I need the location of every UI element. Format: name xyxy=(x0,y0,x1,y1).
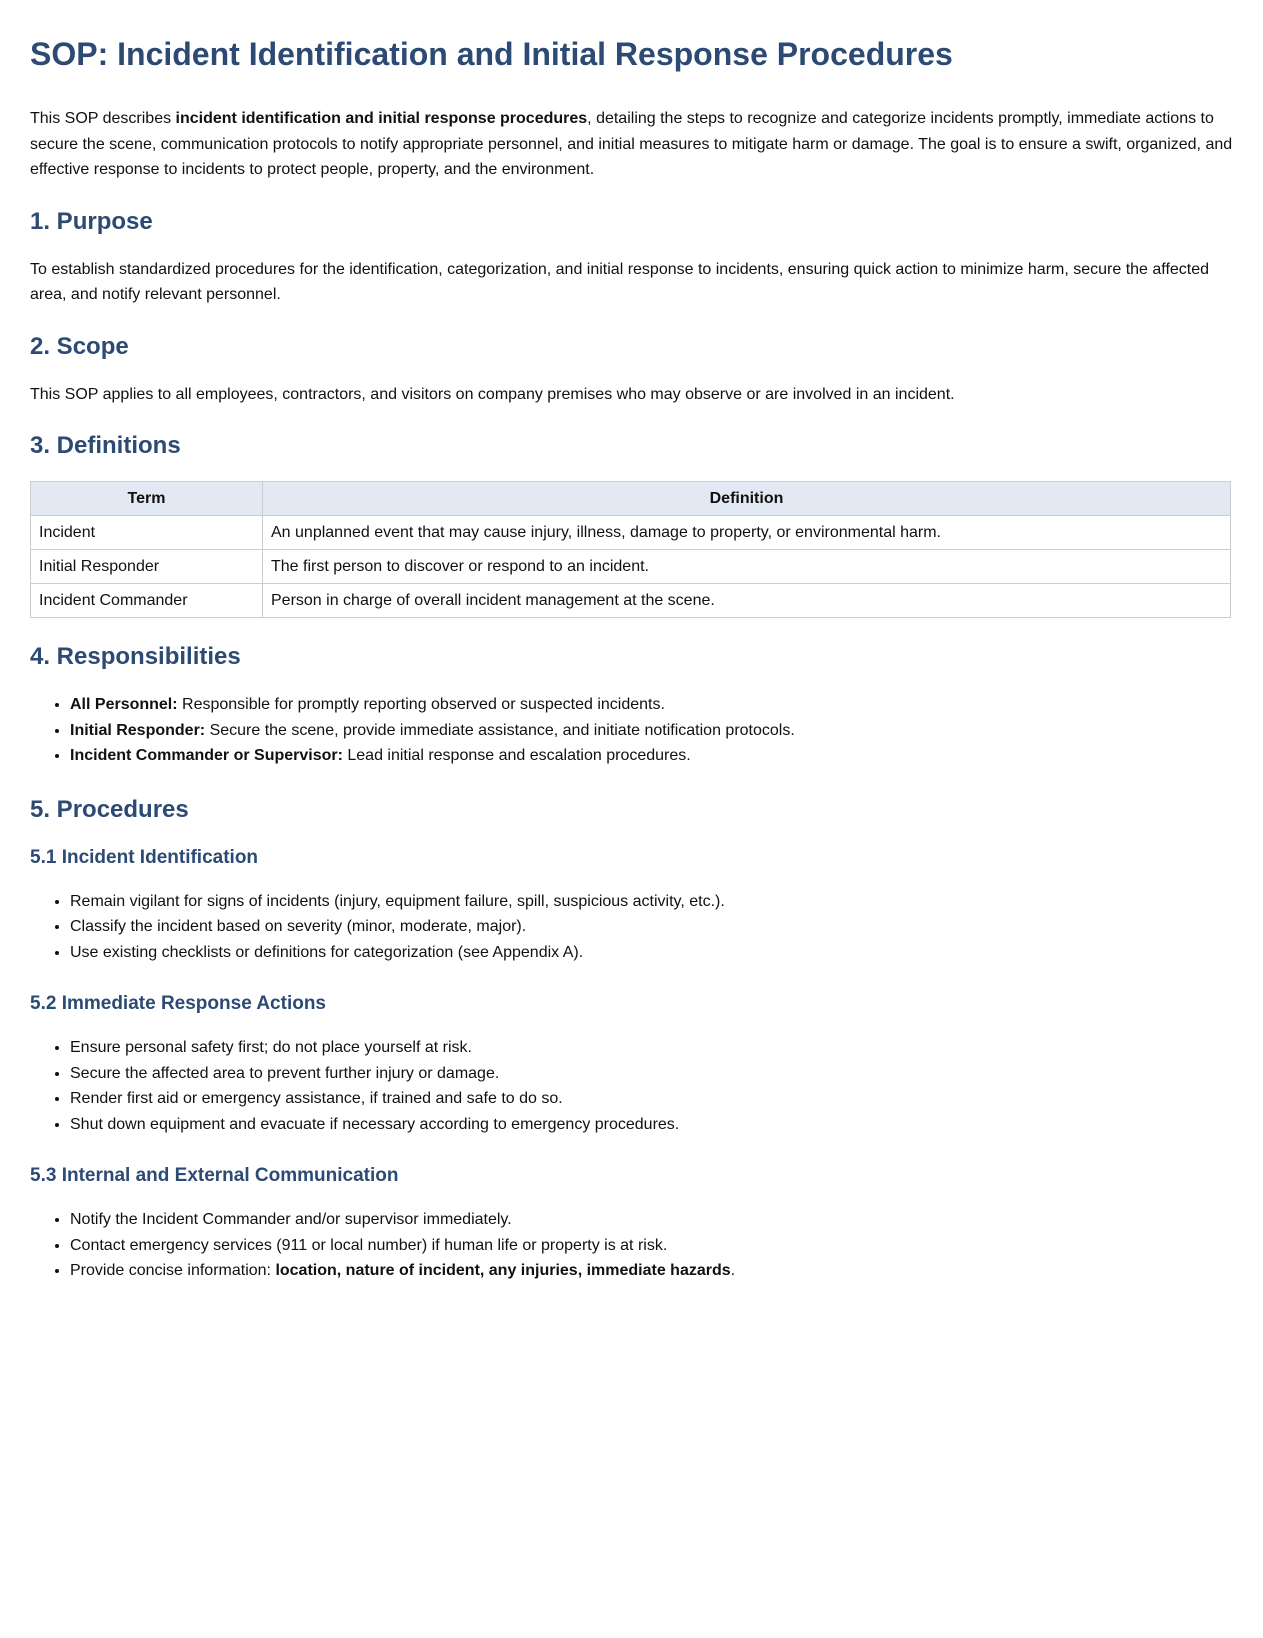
scope-text: This SOP applies to all employees, contractors, and visitors on company premises who may observe or are involved in an incident. xyxy=(30,385,955,403)
definition-cell: The first person to discover or respond to an incident. xyxy=(263,550,1231,584)
list-item xyxy=(70,743,1233,769)
role-text: Lead initial response and escalation procedures. xyxy=(342,747,691,764)
table-row xyxy=(31,516,1231,550)
list-item xyxy=(70,692,1233,718)
intro-bold: incident identification and initial response procedures xyxy=(175,110,588,127)
role-label: Initial Responder: xyxy=(70,721,206,739)
purpose-text: To establish standardized procedures for the identification, categorization, and initial response to incidents, ensuring quick action to minimize harm, secure the affected area, and notify relevant personnel. xyxy=(30,260,1210,303)
list-item: • Render first aid or emergency assistance, if trained and safe to do so. xyxy=(70,1086,1233,1112)
list-item: • Contact emergency services (911 or local number) if human life or property is at risk. xyxy=(70,1233,1233,1259)
identification-heading: 5.1 Incident Identification xyxy=(30,846,259,868)
definitions-heading: 3. Definitions xyxy=(30,432,181,459)
communication-list xyxy=(30,1207,1233,1284)
list-item xyxy=(70,1258,1233,1284)
info-prefix: Provide concise information: xyxy=(70,1262,276,1279)
page-title: SOP: Incident Identification and Initial Response Procedures xyxy=(30,36,953,72)
term-cell: Initial Responder xyxy=(31,550,263,584)
role-text: Responsible for promptly reporting observed or suspected incidents. xyxy=(177,696,665,713)
scope-heading: 2. Scope xyxy=(30,332,129,360)
immediate-response-list xyxy=(30,1035,1233,1137)
intro-paragraph xyxy=(30,106,1233,183)
responsibilities-list xyxy=(30,692,1233,769)
list-item: • Secure the affected area to prevent further injury or damage. xyxy=(70,1061,1233,1087)
list-item: • Classify the incident based on severity (minor, moderate, major). xyxy=(70,914,1233,940)
list-item: • Shut down equipment and evacuate if necessary according to emergency procedures. xyxy=(70,1112,1233,1138)
list-item xyxy=(70,718,1233,744)
definitions-table xyxy=(30,481,1231,618)
intro-suffix: , detailing the steps to recognize and categorize incidents promptly, immediate actions to secure the scene, communication protocols to notify appropriate personnel, and initial measures to mitigate harm or damage. The goal is to ensure a swift, organized, and effective response to incidents to protect people, property, and the environment. xyxy=(30,110,1233,178)
term-cell: Incident xyxy=(31,516,263,550)
identification-list xyxy=(30,889,1233,966)
definition-cell: An unplanned event that may cause injury, illness, damage to property, or environmental harm. xyxy=(263,516,1231,550)
responsibilities-heading: 4. Responsibilities xyxy=(30,643,241,670)
immediate-response-heading: 5.2 Immediate Response Actions xyxy=(30,993,327,1014)
purpose-heading: 1. Purpose xyxy=(30,207,153,235)
info-bold: location, nature of incident, any injuries, immediate hazards xyxy=(275,1262,731,1279)
list-item: • Use existing checklists or definitions for categorization (see Appendix A). xyxy=(70,940,1233,966)
definition-cell: Person in charge of overall incident management at the scene. xyxy=(263,584,1231,618)
table-header-row xyxy=(31,482,1231,516)
list-item: • Notify the Incident Commander and/or supervisor immediately. xyxy=(70,1207,1233,1233)
role-text: Secure the scene, provide immediate assistance, and initiate notification protocols. xyxy=(205,721,795,739)
procedures-heading: 5. Procedures xyxy=(30,795,189,823)
term-cell: Incident Commander xyxy=(31,584,263,618)
list-item: • Ensure personal safety first; do not place yourself at risk. xyxy=(70,1035,1233,1061)
info-suffix: . xyxy=(730,1262,736,1279)
role-label: All Personnel: xyxy=(70,696,178,713)
column-header-definition: Definition xyxy=(263,482,1231,516)
list-item: • Remain vigilant for signs of incidents (injury, equipment failure, spill, suspicious activity, etc.). xyxy=(70,889,1233,915)
table-row xyxy=(31,550,1231,584)
communication-heading: 5.3 Internal and External Communication xyxy=(30,1165,399,1186)
table-row xyxy=(31,584,1231,618)
column-header-term: Term xyxy=(31,482,263,516)
intro-prefix: This SOP describes xyxy=(30,110,176,127)
role-label: Incident Commander or Supervisor: xyxy=(70,747,343,764)
